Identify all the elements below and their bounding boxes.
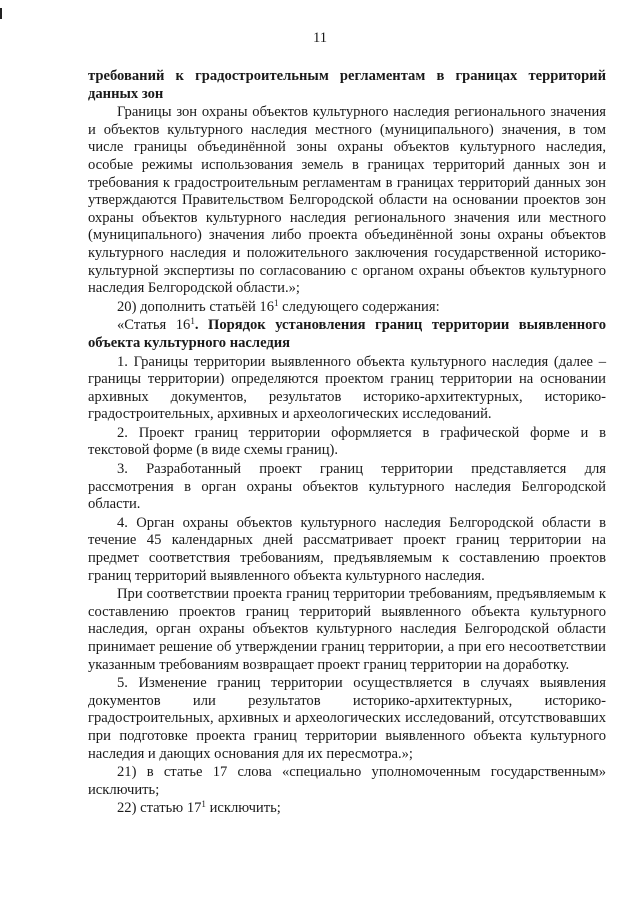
- article-point-4: 4. Орган охраны объектов культурного наследия Белгородской области в течение 45 календарных дней рассматривает проект границ территории на предмет соответствия требованиям, предъявляемым к составлению проектов границ территорий выявленного объекта культурного наследия.: [88, 514, 606, 584]
- page-number: 11: [312, 30, 328, 46]
- article-16-1-heading: [88, 317, 606, 352]
- article-point-2: 2. Проект границ территории оформляется в графической форме и в текстовой форме (в виде схемы границ).: [88, 424, 606, 459]
- article-point-3: 3. Разработанный проект границ территории представляется для рассмотрения в орган охраны объектов культурного наследия Белгородской области.: [88, 461, 606, 513]
- article-title: . Порядок установления границ территории выявленного объекта культурного наследия: [88, 317, 606, 351]
- amendment-item-21: 21) в статье 17 слова «специально уполномоченным государственным» исключить;: [88, 764, 606, 798]
- amendment-item-20-tail: следующего содержания:: [278, 298, 440, 315]
- superscript-index: 1: [190, 316, 195, 327]
- superscript-index: 1: [201, 799, 206, 810]
- article-number: «Статья 16: [117, 317, 191, 334]
- document-body: [88, 68, 606, 819]
- paragraph-zone-boundaries: Границы зон охраны объектов культурного наследия регионального значения и объектов культурного наследия местного (муниципального) значения, в том числе границы объединённой зоны охраны объектов культурного наследия, особые режимы использования земель в границах территорий данных зон и требования к градостроительным регламентам в границах территорий данных зон утверждаются Правительством Белгородской области на основании проектов зон охраны объектов культурного наследия регионального значения или местного (муниципального) значения либо проекта объединённой зоны охраны объектов культурного наследия и положительного заключения государственной историко-культурной экспертизы по согласованию с органом охраны объектов культурного наследия Белгородской области.»;: [88, 104, 606, 297]
- amendment-item-22: [88, 800, 606, 818]
- amendment-item-22-tail: исключить;: [205, 800, 281, 817]
- amendment-item-22-text: 22) статью 17: [117, 800, 202, 817]
- article-point-1: 1. Границы территории выявленного объекта культурного наследия (далее – границы территории) определяются проектом границ территории на основании архивных документов, результатов историко-архитектурных, историко-градостроительных, архивных и археологических исследований.: [88, 353, 606, 423]
- article-point-4-continuation: При соответствии проекта границ территории требованиям, предъявляемым к составлению проектов границ территорий выявленного объекта культурного наследия, орган охраны объектов культурного наследия Белгородской области принимает решение об утверждении границ территории, а при его несоответствии указанным требованиям возвращает проект границ территории на доработку.: [88, 586, 606, 673]
- scan-edge-mark: [0, 8, 2, 19]
- amendment-item-20-text: 20) дополнить статьёй 16: [117, 298, 275, 315]
- amendment-item-20: [88, 299, 606, 317]
- article-point-5: 5. Изменение границ территории осуществляется в случаях выявления документов или результатов историко-архитектурных, историко-градостроительных, архивных и археологических исследований, отсутствовавших при подготовке проекта границ территории выявленного объекта культурного наследия и дающих основания для их пересмотра.»;: [88, 675, 606, 762]
- article-heading-continuation: требований к градостроительным регламентам в границах территорий данных зон: [88, 68, 606, 102]
- superscript-index: 1: [274, 297, 279, 308]
